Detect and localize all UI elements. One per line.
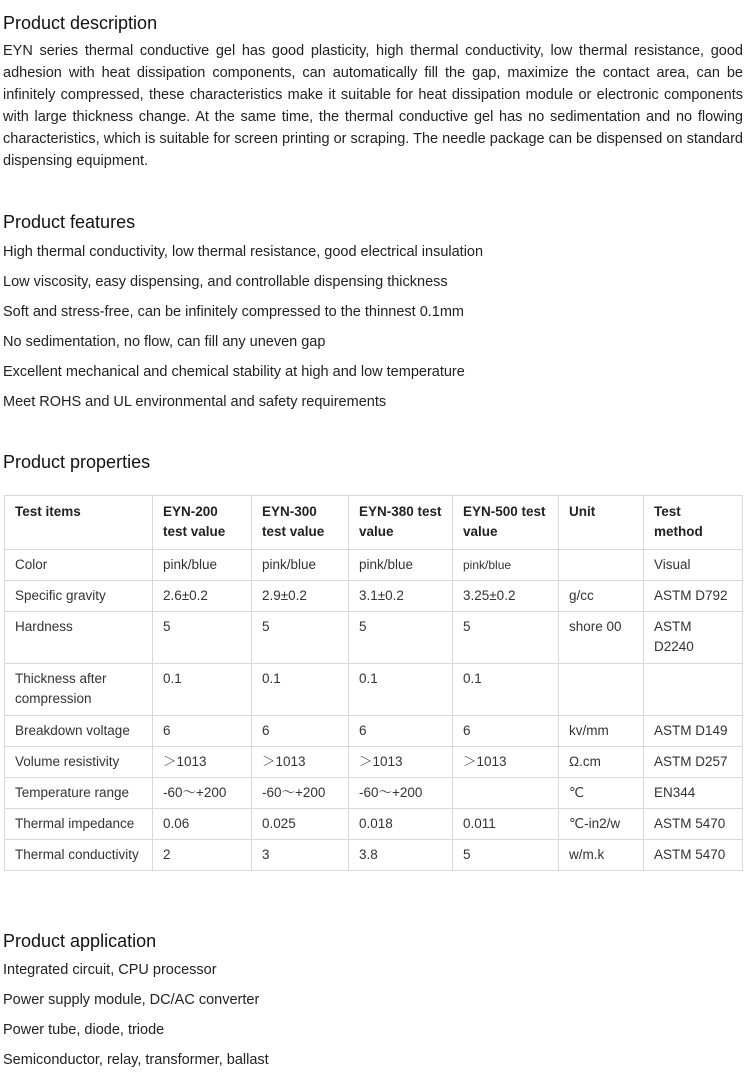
table-cell: 5 [252, 612, 349, 664]
feature-item: Soft and stress-free, can be infinitely compressed to the thinnest 0.1mm [3, 304, 465, 320]
table-cell: 0.011 [453, 809, 559, 840]
table-cell: Thickness after compression [5, 664, 153, 716]
table-cell: Color [5, 550, 153, 581]
application-item: Integrated circuit, CPU processor [3, 962, 217, 978]
table-row [5, 612, 743, 664]
table-cell [644, 664, 743, 716]
table-cell: ℃-in2/w [559, 809, 644, 840]
features-heading: Product features [3, 212, 136, 232]
application-item: Power tube, diode, triode [3, 1022, 165, 1038]
feature-item: Low viscosity, easy dispensing, and controllable dispensing thickness [3, 274, 448, 290]
header-eyn-500: EYN-500 test value [453, 496, 559, 550]
table-cell: 3.25±0.2 [453, 581, 559, 612]
table-cell: 6 [349, 716, 453, 747]
feature-item: High thermal conductivity, low thermal resistance, good electrical insulation [3, 244, 484, 260]
table-cell: pink/blue [153, 550, 252, 581]
table-cell: 5 [453, 612, 559, 664]
table-cell: 2.9±0.2 [252, 581, 349, 612]
feature-item: No sedimentation, no flow, can fill any uneven gap [3, 334, 326, 350]
table-cell: 3 [252, 840, 349, 871]
table-cell: -60～+200 [349, 778, 453, 809]
table-cell: ＞1013 [153, 747, 252, 778]
table-cell: 2 [153, 840, 252, 871]
table-cell: Ω.cm [559, 747, 644, 778]
application-item: Power supply module, DC/AC converter [3, 992, 260, 1008]
table-cell: 0.06 [153, 809, 252, 840]
table-cell: ASTM D257 [644, 747, 743, 778]
header-test-items: Test items [5, 496, 153, 550]
table-cell: ASTM 5470 [644, 840, 743, 871]
table-row [5, 550, 743, 581]
feature-item: Meet ROHS and UL environmental and safety requirements [3, 394, 387, 410]
table-header-row [5, 496, 743, 550]
table-cell: Thermal impedance [5, 809, 153, 840]
header-eyn-300: EYN-300 test value [252, 496, 349, 550]
table-cell: Thermal conductivity [5, 840, 153, 871]
table-cell: pink/blue [252, 550, 349, 581]
table-row [5, 664, 743, 716]
table-cell: 6 [252, 716, 349, 747]
table-cell: EN344 [644, 778, 743, 809]
header-eyn-200: EYN-200 test value [153, 496, 252, 550]
table-cell: Temperature range [5, 778, 153, 809]
table-cell: ℃ [559, 778, 644, 809]
table-cell: ASTM 5470 [644, 809, 743, 840]
table-cell: ＞1013 [453, 747, 559, 778]
table-row [5, 809, 743, 840]
table-cell [453, 778, 559, 809]
table-cell: ＞1013 [349, 747, 453, 778]
table-cell: 0.1 [153, 664, 252, 716]
table-cell: 3.1±0.2 [349, 581, 453, 612]
table-cell: 0.1 [252, 664, 349, 716]
table-cell: kv/mm [559, 716, 644, 747]
description-text: EYN series thermal conductive gel has good plasticity, high thermal conductivity, low thermal resistance, good adhesion with heat dissipation components, can automatically fill the gap, maximize the contact area, can be infinitely compressed, these characteristics make it suitable for heat dissipation module or electronic components with large thickness change. At the same time, the thermal conductive gel has no sedimentation and no flowing characteristics, which is suitable for screen printing or scraping. The needle package can be dispensed on standard dispensing equipment. [3, 43, 743, 169]
table-cell: Visual [644, 550, 743, 581]
application-item: Semiconductor, relay, transformer, ballast [3, 1052, 269, 1068]
table-cell: Hardness [5, 612, 153, 664]
properties-table [4, 495, 743, 871]
table-cell: ＞1013 [252, 747, 349, 778]
table-cell: 5 [349, 612, 453, 664]
table-cell: 0.025 [252, 809, 349, 840]
application-list [3, 955, 269, 1075]
table-row [5, 840, 743, 871]
table-cell: pink/blue [453, 550, 559, 581]
table-cell: Specific gravity [5, 581, 153, 612]
table-cell: 3.8 [349, 840, 453, 871]
table-cell: 5 [453, 840, 559, 871]
table-cell: g/cc [559, 581, 644, 612]
table-cell: ASTM D792 [644, 581, 743, 612]
table-cell: pink/blue [349, 550, 453, 581]
table-cell: Volume resistivity [5, 747, 153, 778]
table-cell: -60～+200 [252, 778, 349, 809]
table-cell: 0.1 [453, 664, 559, 716]
table-cell: 0.018 [349, 809, 453, 840]
table-cell: 5 [153, 612, 252, 664]
description-heading: Product description [3, 13, 158, 33]
table-row [5, 778, 743, 809]
table-row [5, 716, 743, 747]
table-row [5, 747, 743, 778]
properties-heading: Product properties [3, 452, 151, 472]
table-cell: 2.6±0.2 [153, 581, 252, 612]
header-unit: Unit [559, 496, 644, 550]
table-cell: ASTM D2240 [644, 612, 743, 664]
table-cell: 6 [453, 716, 559, 747]
features-list [3, 237, 483, 417]
table-cell: Breakdown voltage [5, 716, 153, 747]
table-cell [559, 550, 644, 581]
table-cell [559, 664, 644, 716]
table-cell: -60～+200 [153, 778, 252, 809]
table-cell: w/m.k [559, 840, 644, 871]
header-test-method: Test method [644, 496, 743, 550]
table-cell: ASTM D149 [644, 716, 743, 747]
header-eyn-380: EYN-380 test value [349, 496, 453, 550]
table-cell: 6 [153, 716, 252, 747]
table-cell: 0.1 [349, 664, 453, 716]
application-heading: Product application [3, 931, 157, 951]
table-cell: shore 00 [559, 612, 644, 664]
table-row [5, 581, 743, 612]
feature-item: Excellent mechanical and chemical stability at high and low temperature [3, 364, 465, 380]
